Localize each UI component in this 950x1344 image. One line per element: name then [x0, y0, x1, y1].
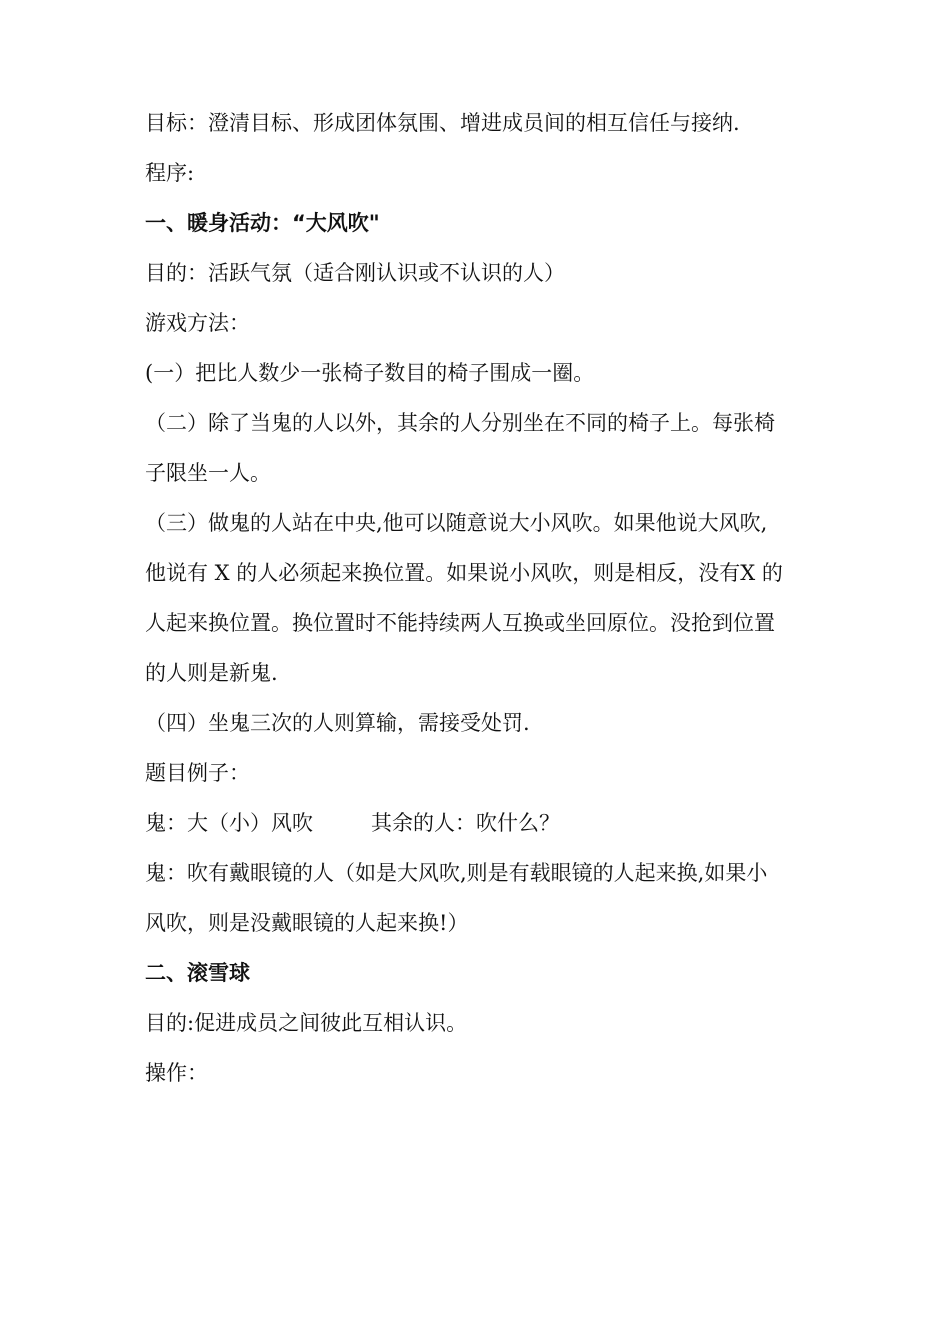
example-dialogue-1 — [145, 798, 825, 848]
step-two-line-1: （二）除了当鬼的人以外，其余的人分别坐在不同的椅子上。每张椅 — [145, 411, 775, 435]
step-three-line-3: 人起来换位置。换位置时不能持续两人互换或坐回原位。没抢到位置 — [145, 611, 775, 635]
example-dialogue-2-line-2: 风吹，则是没戴眼镜的人起来换!） — [145, 911, 469, 935]
step-three-line-4: 的人则是新鬼. — [145, 661, 278, 685]
step-three-line-1: （三）做鬼的人站在中央,他可以随意说大小风吹。如果他说大风吹, — [145, 511, 768, 535]
goal-line: 目标：澄清目标、形成团体氛围、增进成员间的相互信任与接纳. — [145, 111, 740, 135]
step-four: （四）坐鬼三次的人则算输，需接受处罚. — [145, 711, 530, 735]
section-heading-warmup: 一、暖身活动：“大风吹" — [145, 211, 380, 235]
snowball-purpose: 目的:促进成员之间彼此互相认识。 — [145, 1011, 468, 1035]
example-others-reply: 其余的人：吹什么？ — [371, 811, 560, 835]
section-heading-snowball: 二、滚雪球 — [145, 961, 250, 985]
step-three-line-2: 他说有 X 的人必须起来换位置。如果说小风吹，则是相反，没有X 的 — [145, 561, 783, 585]
document-body — [145, 98, 825, 1098]
game-method-label: 游戏方法： — [145, 311, 250, 335]
step-two-line-2: 子限坐一人。 — [145, 461, 271, 485]
operation-label: 操作： — [145, 1061, 208, 1085]
step-one: (一）把比人数少一张椅子数目的椅子围成一圈。 — [145, 361, 595, 385]
example-ghost-call: 鬼：大（小）风吹 — [145, 811, 313, 835]
procedure-label: 程序: — [145, 161, 195, 185]
warmup-purpose: 目的：活跃气氛（适合刚认识或不认识的人） — [145, 261, 565, 285]
examples-label: 题目例子： — [145, 761, 250, 785]
example-dialogue-2-line-1: 鬼：吹有戴眼镜的人（如是大风吹,则是有载眼镜的人起来换,如果小 — [145, 861, 768, 885]
